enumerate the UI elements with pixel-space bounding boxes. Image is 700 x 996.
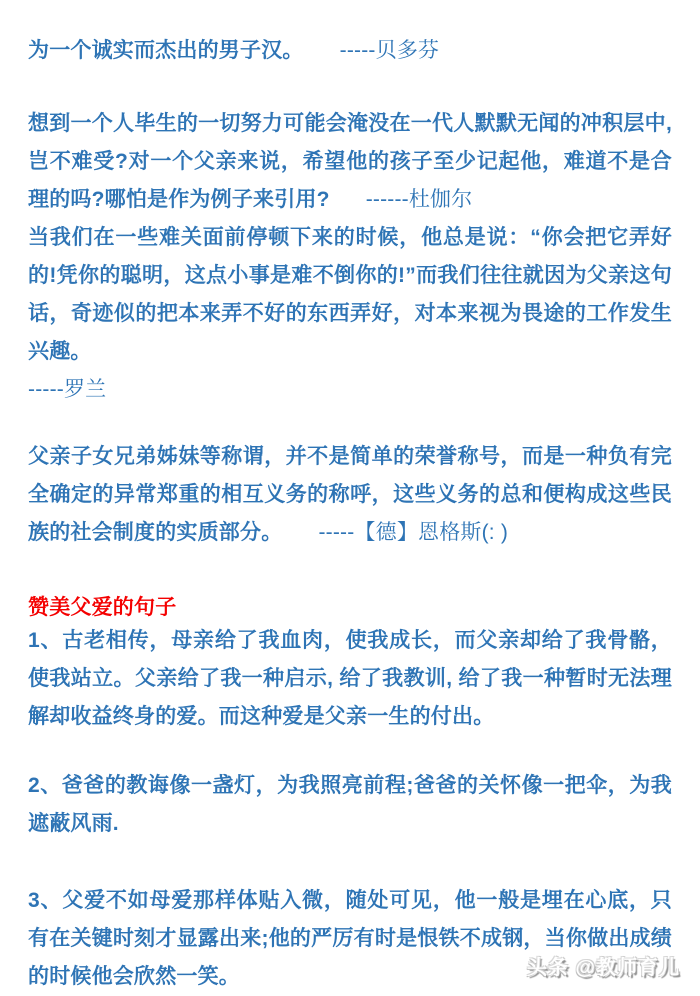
quote-attribution: -----【德】恩格斯(: )	[318, 521, 509, 544]
quote-paragraph-rolland	[28, 219, 672, 371]
quote-text: 当我们在一些难关面前停顿下来的时候，他总是说：“你会把它弄好的!凭你的聪明，这点小事是难不倒你的!”而我们往往就因为父亲这句话，奇迹似的把本来弄不好的东西弄好，对本来视为畏途的工作发生兴趣。	[28, 226, 672, 363]
quote-attribution: ------杜伽尔	[365, 188, 473, 211]
toutiao-watermark: 头条 @教师育儿	[526, 957, 680, 979]
section-heading-praise-father-love: 赞美父爱的句子	[28, 596, 177, 619]
quote-text: 父亲子女兄弟姊妹等称谓，并不是简单的荣誉称号，而是一种负有完全确定的异常郑重的相互义务的称呼，这些义务的总和便构成这些民族的社会制度的实质部分。	[28, 445, 672, 544]
quote-attribution: -----贝多芬	[339, 39, 440, 62]
quote-paragraph-engels	[28, 438, 672, 552]
quote-attribution-rolland: -----罗兰	[28, 378, 107, 401]
quote-text: 想到一个人毕生的一切努力可能会淹没在一代人默默无闻的冲积层中, 岂不难受?对一个父亲来说，希望他的孩子至少记起他，难道不是合理的吗?哪怕是作为例子来引用?	[28, 112, 672, 211]
numbered-sentence-3: 3、父爱不如母爱那样体贴入微，随处可见，他一般是埋在心底，只有在关键时刻才显露出来;他的严厉有时是恨铁不成钢，当你做出成绩的时候他会欣然一笑。	[28, 889, 672, 988]
numbered-sentence-2: 2、爸爸的教诲像一盏灯，为我照亮前程;爸爸的关怀像一把伞，为我遮蔽风雨.	[28, 774, 672, 835]
quote-text: 为一个诚实而杰出的男子汉。	[28, 39, 304, 62]
numbered-sentence-1: 1、古老相传，母亲给了我血肉，使我成长，而父亲却给了我骨骼，使我站立。父亲给了我一种启示, 给了我教训, 给了我一种暂时无法理解却收益终身的爱。而这种爱是父亲一生的付出。	[28, 629, 672, 728]
quote-paragraph-dugard	[28, 105, 672, 219]
quote-paragraph-beethoven	[28, 32, 672, 70]
